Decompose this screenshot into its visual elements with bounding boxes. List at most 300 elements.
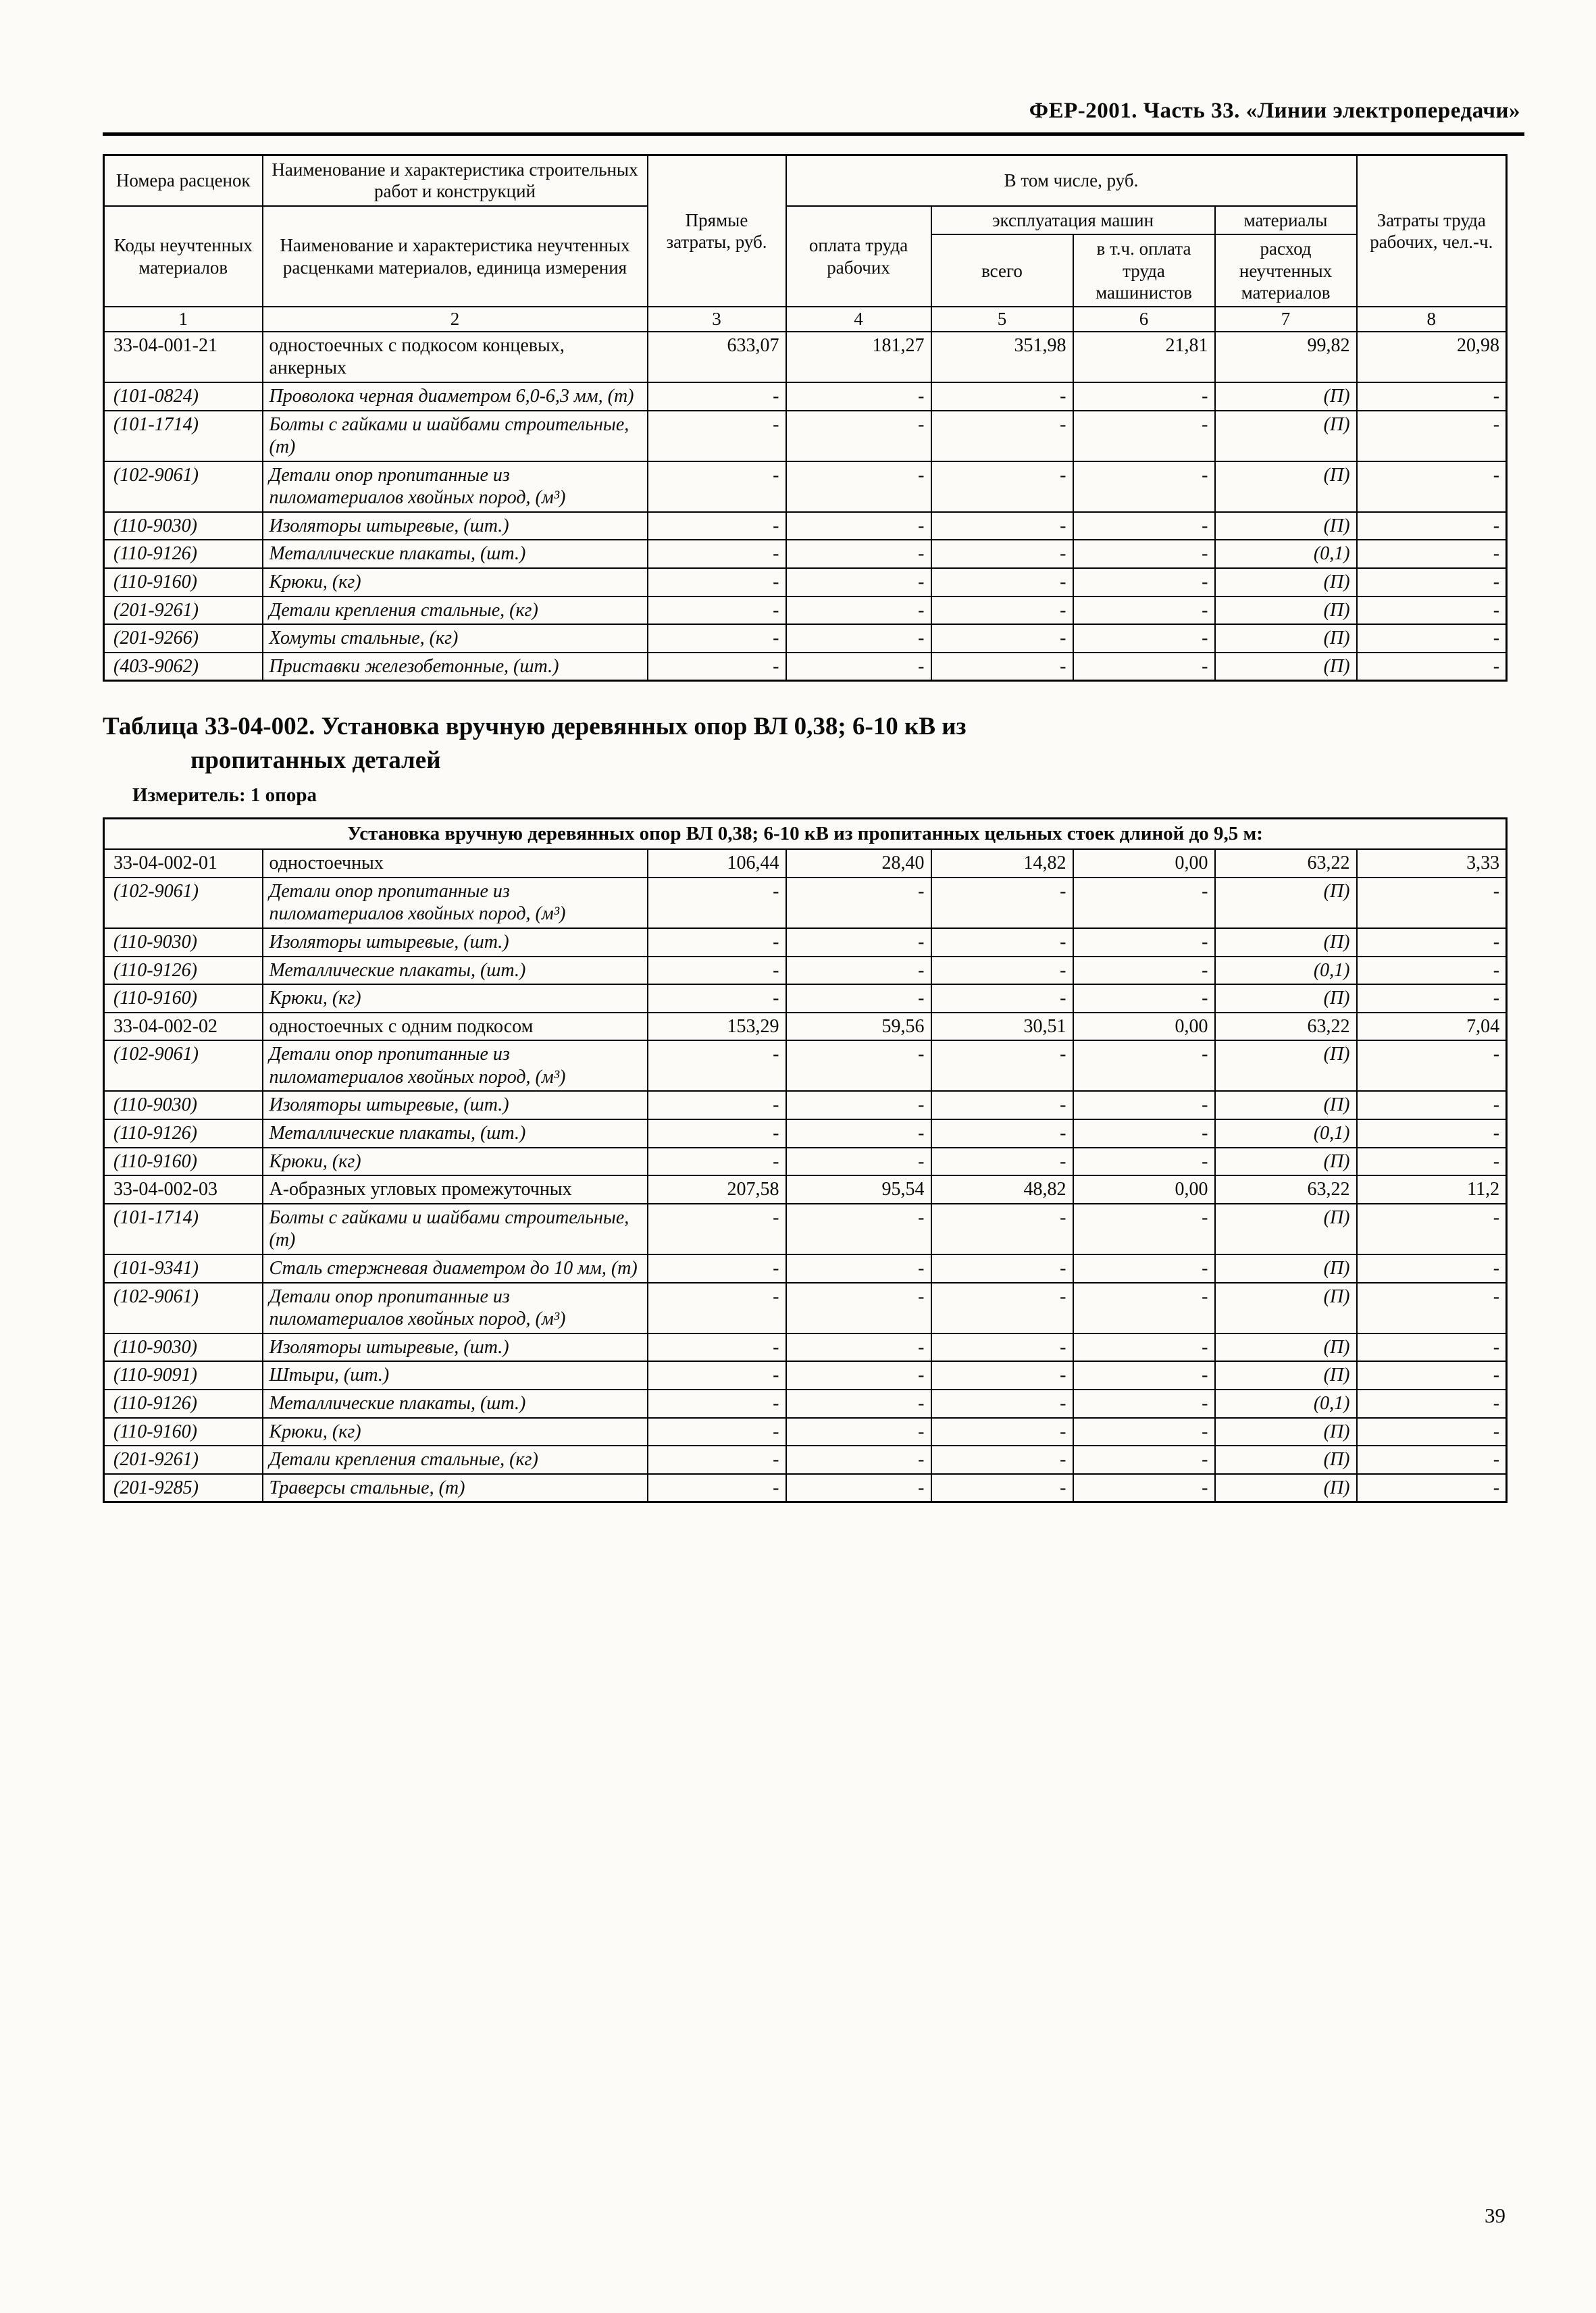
row-code: (110-9126) bbox=[104, 1119, 263, 1148]
row-name: Крюки, (кг) bbox=[263, 1418, 648, 1446]
col-material-name: Наименование и характеристика неучтенных расценками материалов, единица измерения bbox=[263, 206, 648, 307]
material-row bbox=[104, 540, 1507, 568]
row-value: - bbox=[1073, 1040, 1215, 1091]
row-value: 20,98 bbox=[1357, 332, 1507, 382]
column-number: 2 bbox=[263, 307, 648, 331]
row-value: - bbox=[1073, 1361, 1215, 1390]
row-value: (П) bbox=[1215, 596, 1357, 625]
row-value: - bbox=[931, 1474, 1073, 1502]
row-value: - bbox=[1357, 1446, 1507, 1474]
row-value: - bbox=[1073, 512, 1215, 540]
row-value: (П) bbox=[1215, 1204, 1357, 1254]
rate-row bbox=[104, 849, 1507, 878]
row-value: (П) bbox=[1215, 1283, 1357, 1333]
row-name: Изоляторы штыревые, (шт.) bbox=[263, 928, 648, 957]
row-code: (110-9126) bbox=[104, 1390, 263, 1418]
row-value: - bbox=[931, 382, 1073, 411]
header-rule bbox=[103, 132, 1524, 136]
row-value: - bbox=[931, 984, 1073, 1013]
row-value: 30,51 bbox=[931, 1013, 1073, 1041]
row-value: - bbox=[931, 1204, 1073, 1254]
row-value: (П) bbox=[1215, 1446, 1357, 1474]
row-value: - bbox=[931, 1254, 1073, 1283]
row-value: - bbox=[1357, 1283, 1507, 1333]
row-value: - bbox=[1357, 568, 1507, 596]
row-code: 33-04-002-02 bbox=[104, 1013, 263, 1041]
row-code: (102-9061) bbox=[104, 461, 263, 512]
row-value: - bbox=[1073, 411, 1215, 461]
row-value: 633,07 bbox=[648, 332, 786, 382]
row-value: - bbox=[931, 1091, 1073, 1119]
row-value: - bbox=[1357, 957, 1507, 985]
row-value: - bbox=[1357, 512, 1507, 540]
row-value: - bbox=[648, 411, 786, 461]
rate-row bbox=[104, 1175, 1507, 1204]
row-value: - bbox=[648, 1254, 786, 1283]
row-value: - bbox=[931, 1148, 1073, 1176]
row-value: - bbox=[648, 624, 786, 653]
row-value: - bbox=[786, 928, 931, 957]
row-value: - bbox=[648, 1390, 786, 1418]
row-code: (102-9061) bbox=[104, 1040, 263, 1091]
row-value: - bbox=[1073, 382, 1215, 411]
row-value: - bbox=[1357, 1333, 1507, 1362]
row-code: (110-9160) bbox=[104, 984, 263, 1013]
row-name: Металлические плакаты, (шт.) bbox=[263, 540, 648, 568]
column-number: 8 bbox=[1357, 307, 1507, 331]
table-header bbox=[104, 155, 1507, 332]
column-number: 6 bbox=[1073, 307, 1215, 331]
row-value: - bbox=[931, 1361, 1073, 1390]
row-value: - bbox=[931, 653, 1073, 681]
row-value: 7,04 bbox=[1357, 1013, 1507, 1041]
row-name: Крюки, (кг) bbox=[263, 568, 648, 596]
row-name: Детали опор пропитанные из пиломатериалов хвойных пород, (м³) bbox=[263, 878, 648, 928]
row-value: - bbox=[648, 382, 786, 411]
material-row bbox=[104, 382, 1507, 411]
row-value: - bbox=[786, 1446, 931, 1474]
row-value: - bbox=[648, 568, 786, 596]
row-code: (101-0824) bbox=[104, 382, 263, 411]
row-value: (П) bbox=[1215, 928, 1357, 957]
row-value: - bbox=[1357, 1474, 1507, 1502]
col-work-name: Наименование и характеристика строительных работ и конструкций bbox=[263, 155, 648, 206]
row-value: (П) bbox=[1215, 1474, 1357, 1502]
row-value: 181,27 bbox=[786, 332, 931, 382]
row-value: - bbox=[1073, 878, 1215, 928]
row-value: - bbox=[931, 1119, 1073, 1148]
row-value: (П) bbox=[1215, 624, 1357, 653]
material-row bbox=[104, 411, 1507, 461]
row-value: - bbox=[648, 1361, 786, 1390]
column-number: 3 bbox=[648, 307, 786, 331]
row-value: - bbox=[648, 1204, 786, 1254]
row-value: - bbox=[786, 1418, 931, 1446]
row-name: одностоечных с одним подкосом bbox=[263, 1013, 648, 1041]
row-value: - bbox=[1357, 1091, 1507, 1119]
material-row bbox=[104, 1390, 1507, 1418]
row-code: (110-9030) bbox=[104, 512, 263, 540]
row-value: - bbox=[648, 957, 786, 985]
row-value: - bbox=[931, 1418, 1073, 1446]
row-value: - bbox=[1073, 1446, 1215, 1474]
material-row bbox=[104, 1204, 1507, 1254]
row-code: (101-9341) bbox=[104, 1254, 263, 1283]
row-value: - bbox=[648, 928, 786, 957]
row-code: (201-9261) bbox=[104, 1446, 263, 1474]
row-value: - bbox=[1073, 1474, 1215, 1502]
row-value: - bbox=[786, 1361, 931, 1390]
header-row-1 bbox=[104, 155, 1507, 206]
material-row bbox=[104, 1361, 1507, 1390]
material-row bbox=[104, 512, 1507, 540]
row-code: (110-9126) bbox=[104, 540, 263, 568]
row-value: - bbox=[786, 624, 931, 653]
row-value: - bbox=[648, 1333, 786, 1362]
row-value: (П) bbox=[1215, 984, 1357, 1013]
page-number: 39 bbox=[1485, 2204, 1505, 2227]
row-value: (П) bbox=[1215, 1254, 1357, 1283]
row-value: - bbox=[1357, 596, 1507, 625]
row-code: (110-9030) bbox=[104, 1333, 263, 1362]
col-including-group: В том числе, руб. bbox=[786, 155, 1357, 206]
row-value: 351,98 bbox=[931, 332, 1073, 382]
row-value: (П) bbox=[1215, 411, 1357, 461]
row-name: Проволока черная диаметром 6,0-6,3 мм, (т) bbox=[263, 382, 648, 411]
row-value: - bbox=[931, 1040, 1073, 1091]
row-value: - bbox=[786, 1204, 931, 1254]
row-value: - bbox=[1357, 624, 1507, 653]
row-value: (П) bbox=[1215, 461, 1357, 512]
table-subtitle: Установка вручную деревянных опор ВЛ 0,38; 6-10 кВ из пропитанных цельных стоек длиной до 9,5 м: bbox=[104, 819, 1507, 849]
row-name: Детали крепления стальные, (кг) bbox=[263, 596, 648, 625]
row-value: 106,44 bbox=[648, 849, 786, 878]
meter-label: Измеритель: 1 опора bbox=[132, 784, 317, 807]
rate-row bbox=[104, 1013, 1507, 1041]
row-value: - bbox=[1073, 928, 1215, 957]
row-name: Крюки, (кг) bbox=[263, 1148, 648, 1176]
material-row bbox=[104, 1333, 1507, 1362]
row-code: (101-1714) bbox=[104, 1204, 263, 1254]
row-value: - bbox=[1073, 540, 1215, 568]
row-value: (П) bbox=[1215, 382, 1357, 411]
row-value: - bbox=[931, 1283, 1073, 1333]
material-row bbox=[104, 1474, 1507, 1502]
row-name: Металлические плакаты, (шт.) bbox=[263, 957, 648, 985]
row-value: - bbox=[786, 1390, 931, 1418]
row-value: - bbox=[786, 1148, 931, 1176]
row-value: 207,58 bbox=[648, 1175, 786, 1204]
row-value: - bbox=[1357, 1390, 1507, 1418]
row-value: (0,1) bbox=[1215, 957, 1357, 985]
row-value: - bbox=[648, 1091, 786, 1119]
row-code: (110-9091) bbox=[104, 1361, 263, 1390]
row-value: - bbox=[648, 596, 786, 625]
row-value: - bbox=[1357, 1119, 1507, 1148]
row-code: (102-9061) bbox=[104, 878, 263, 928]
title-line-2: пропитанных деталей bbox=[190, 746, 441, 775]
row-value: 0,00 bbox=[1073, 849, 1215, 878]
material-row bbox=[104, 1091, 1507, 1119]
row-value: 14,82 bbox=[931, 849, 1073, 878]
row-name: Болты с гайками и шайбами строительные, (т) bbox=[263, 411, 648, 461]
material-row bbox=[104, 1040, 1507, 1091]
row-value: - bbox=[786, 1333, 931, 1362]
row-value: (П) bbox=[1215, 1148, 1357, 1176]
row-value: - bbox=[648, 1446, 786, 1474]
row-name: Хомуты стальные, (кг) bbox=[263, 624, 648, 653]
row-name: Штыри, (шт.) bbox=[263, 1361, 648, 1390]
row-code: (201-9261) bbox=[104, 596, 263, 625]
row-code: (201-9266) bbox=[104, 624, 263, 653]
row-value: - bbox=[1357, 411, 1507, 461]
row-code: (110-9126) bbox=[104, 957, 263, 985]
row-value: - bbox=[786, 568, 931, 596]
col-machines-total: всего bbox=[931, 234, 1073, 307]
row-code: (102-9061) bbox=[104, 1283, 263, 1333]
row-value: - bbox=[1073, 984, 1215, 1013]
table-subtitle-row bbox=[104, 819, 1507, 849]
row-value: 0,00 bbox=[1073, 1013, 1215, 1041]
row-value: (П) bbox=[1215, 1091, 1357, 1119]
row-value: (П) bbox=[1215, 1333, 1357, 1362]
row-value: - bbox=[648, 878, 786, 928]
column-number: 1 bbox=[104, 307, 263, 331]
row-value: - bbox=[1073, 596, 1215, 625]
row-value: - bbox=[1357, 1361, 1507, 1390]
row-value: - bbox=[786, 461, 931, 512]
material-row bbox=[104, 1148, 1507, 1176]
row-name: А-образных угловых промежуточных bbox=[263, 1175, 648, 1204]
row-name: Изоляторы штыревые, (шт.) bbox=[263, 1333, 648, 1362]
row-value: - bbox=[1073, 461, 1215, 512]
row-value: - bbox=[931, 957, 1073, 985]
row-value: (П) bbox=[1215, 512, 1357, 540]
material-row bbox=[104, 984, 1507, 1013]
row-name: Болты с гайками и шайбами строительные, (т) bbox=[263, 1204, 648, 1254]
row-code: (101-1714) bbox=[104, 411, 263, 461]
row-value: - bbox=[931, 568, 1073, 596]
row-value: - bbox=[931, 928, 1073, 957]
row-code: 33-04-001-21 bbox=[104, 332, 263, 382]
row-value: - bbox=[786, 1283, 931, 1333]
col-labor-costs: Затраты труда рабочих, чел.-ч. bbox=[1357, 155, 1507, 307]
row-name: Изоляторы штыревые, (шт.) bbox=[263, 512, 648, 540]
row-value: - bbox=[786, 512, 931, 540]
row-value: (0,1) bbox=[1215, 1390, 1357, 1418]
row-value: (П) bbox=[1215, 878, 1357, 928]
row-value: 48,82 bbox=[931, 1175, 1073, 1204]
row-value: - bbox=[931, 1446, 1073, 1474]
column-number: 7 bbox=[1215, 307, 1357, 331]
col-labor-pay: оплата труда рабочих bbox=[786, 206, 931, 307]
material-row bbox=[104, 1283, 1507, 1333]
material-row bbox=[104, 568, 1507, 596]
row-value: - bbox=[786, 382, 931, 411]
row-value: - bbox=[786, 653, 931, 681]
row-value: - bbox=[1357, 540, 1507, 568]
col-machines-group: эксплуатация машин bbox=[931, 206, 1215, 234]
row-value: 95,54 bbox=[786, 1175, 931, 1204]
material-row bbox=[104, 653, 1507, 681]
material-row bbox=[104, 461, 1507, 512]
row-name: Крюки, (кг) bbox=[263, 984, 648, 1013]
row-value: - bbox=[1073, 1119, 1215, 1148]
row-value: - bbox=[648, 1474, 786, 1502]
row-value: 0,00 bbox=[1073, 1175, 1215, 1204]
row-name: Сталь стержневая диаметром до 10 мм, (т) bbox=[263, 1254, 648, 1283]
row-value: - bbox=[786, 1474, 931, 1502]
row-value: - bbox=[1357, 1418, 1507, 1446]
row-value: - bbox=[786, 411, 931, 461]
page-header: ФЕР-2001. Часть 33. «Линии электропередачи» bbox=[1029, 99, 1520, 123]
material-row bbox=[104, 1418, 1507, 1446]
row-value: - bbox=[648, 461, 786, 512]
row-value: - bbox=[1073, 1283, 1215, 1333]
row-value: 11,2 bbox=[1357, 1175, 1507, 1204]
row-code: (110-9160) bbox=[104, 1148, 263, 1176]
row-value: 153,29 bbox=[648, 1013, 786, 1041]
row-value: - bbox=[648, 1418, 786, 1446]
row-value: 59,56 bbox=[786, 1013, 931, 1041]
column-numbers-row bbox=[104, 307, 1507, 331]
material-row bbox=[104, 957, 1507, 985]
row-value: - bbox=[786, 1040, 931, 1091]
row-value: - bbox=[786, 878, 931, 928]
row-value: - bbox=[931, 1333, 1073, 1362]
rates-table-33-04-002 bbox=[103, 817, 1508, 1503]
row-name: Детали опор пропитанные из пиломатериалов хвойных пород, (м³) bbox=[263, 1283, 648, 1333]
row-value: - bbox=[1073, 957, 1215, 985]
page-content bbox=[103, 154, 1506, 1503]
row-value: - bbox=[1073, 1254, 1215, 1283]
title-line-1: Таблица 33-04-002. Установка вручную деревянных опор ВЛ 0,38; 6-10 кВ из bbox=[103, 713, 967, 741]
material-row bbox=[104, 1446, 1507, 1474]
row-value: - bbox=[648, 540, 786, 568]
row-value: - bbox=[1073, 1390, 1215, 1418]
row-value: - bbox=[648, 512, 786, 540]
material-row bbox=[104, 1254, 1507, 1283]
row-value: - bbox=[786, 596, 931, 625]
row-value: - bbox=[1357, 1254, 1507, 1283]
row-value: - bbox=[931, 596, 1073, 625]
row-value: 99,82 bbox=[1215, 332, 1357, 382]
rates-table-33-04-001 bbox=[103, 154, 1508, 682]
row-value: 63,22 bbox=[1215, 1013, 1357, 1041]
row-value: - bbox=[786, 1254, 931, 1283]
row-value: - bbox=[786, 540, 931, 568]
rate-row bbox=[104, 332, 1507, 382]
row-value: - bbox=[648, 1283, 786, 1333]
row-value: - bbox=[931, 878, 1073, 928]
row-value: - bbox=[1073, 1148, 1215, 1176]
row-value: - bbox=[1357, 1040, 1507, 1091]
column-number: 5 bbox=[931, 307, 1073, 331]
table1-body bbox=[104, 332, 1507, 681]
row-value: - bbox=[1073, 1418, 1215, 1446]
material-row bbox=[104, 928, 1507, 957]
row-value: (0,1) bbox=[1215, 1119, 1357, 1148]
row-value: - bbox=[648, 984, 786, 1013]
row-name: Детали крепления стальные, (кг) bbox=[263, 1446, 648, 1474]
row-name: Детали опор пропитанные из пиломатериалов хвойных пород, (м³) bbox=[263, 461, 648, 512]
row-value: 63,22 bbox=[1215, 1175, 1357, 1204]
header-row-2 bbox=[104, 206, 1507, 234]
row-value: - bbox=[786, 1119, 931, 1148]
row-value: - bbox=[931, 512, 1073, 540]
row-value: - bbox=[1073, 1204, 1215, 1254]
col-materials-consumption: расход неучтенных материалов bbox=[1215, 234, 1357, 307]
row-value: - bbox=[1073, 1091, 1215, 1119]
row-code: (110-9160) bbox=[104, 1418, 263, 1446]
row-value: (П) bbox=[1215, 568, 1357, 596]
material-row bbox=[104, 1119, 1507, 1148]
row-value: - bbox=[1357, 382, 1507, 411]
row-value: - bbox=[931, 411, 1073, 461]
row-value: 63,22 bbox=[1215, 849, 1357, 878]
row-value: - bbox=[648, 1148, 786, 1176]
row-value: 21,81 bbox=[1073, 332, 1215, 382]
row-value: - bbox=[931, 461, 1073, 512]
row-value: - bbox=[648, 653, 786, 681]
row-value: - bbox=[1357, 1204, 1507, 1254]
row-code: (403-9062) bbox=[104, 653, 263, 681]
material-row bbox=[104, 624, 1507, 653]
row-value: - bbox=[931, 540, 1073, 568]
row-value: - bbox=[1357, 461, 1507, 512]
row-name: Траверсы стальные, (т) bbox=[263, 1474, 648, 1502]
row-name: Приставки железобетонные, (шт.) bbox=[263, 653, 648, 681]
row-value: - bbox=[1357, 928, 1507, 957]
row-value: - bbox=[648, 1040, 786, 1091]
row-code: 33-04-002-03 bbox=[104, 1175, 263, 1204]
table2-body bbox=[104, 849, 1507, 1502]
row-value: 28,40 bbox=[786, 849, 931, 878]
row-value: - bbox=[1357, 1148, 1507, 1176]
row-value: 3,33 bbox=[1357, 849, 1507, 878]
col-materials-group: материалы bbox=[1215, 206, 1357, 234]
row-name: Детали опор пропитанные из пиломатериалов хвойных пород, (м³) bbox=[263, 1040, 648, 1091]
row-code: (201-9285) bbox=[104, 1474, 263, 1502]
row-value: - bbox=[786, 957, 931, 985]
row-code: (110-9160) bbox=[104, 568, 263, 596]
table-33-04-002-title bbox=[103, 710, 1506, 778]
row-name: Металлические плакаты, (шт.) bbox=[263, 1390, 648, 1418]
row-value: (П) bbox=[1215, 1418, 1357, 1446]
row-value: - bbox=[1357, 653, 1507, 681]
material-row bbox=[104, 596, 1507, 625]
table2-subtitle-body bbox=[104, 819, 1507, 849]
row-value: - bbox=[1073, 1333, 1215, 1362]
row-name: одностоечных с подкосом концевых, анкерных bbox=[263, 332, 648, 382]
row-value: (П) bbox=[1215, 653, 1357, 681]
row-value: - bbox=[1073, 568, 1215, 596]
row-value: - bbox=[931, 1390, 1073, 1418]
row-value: (П) bbox=[1215, 1040, 1357, 1091]
row-value: - bbox=[648, 1119, 786, 1148]
row-value: (0,1) bbox=[1215, 540, 1357, 568]
col-rate-numbers: Номера расценок bbox=[104, 155, 263, 206]
row-name: одностоечных bbox=[263, 849, 648, 878]
row-value: - bbox=[931, 624, 1073, 653]
row-name: Изоляторы штыревые, (шт.) bbox=[263, 1091, 648, 1119]
material-row bbox=[104, 878, 1507, 928]
row-code: (110-9030) bbox=[104, 928, 263, 957]
row-code: (110-9030) bbox=[104, 1091, 263, 1119]
col-material-codes: Коды неучтенных материалов bbox=[104, 206, 263, 307]
col-direct-costs: Прямые затраты, руб. bbox=[648, 155, 786, 307]
row-code: 33-04-002-01 bbox=[104, 849, 263, 878]
